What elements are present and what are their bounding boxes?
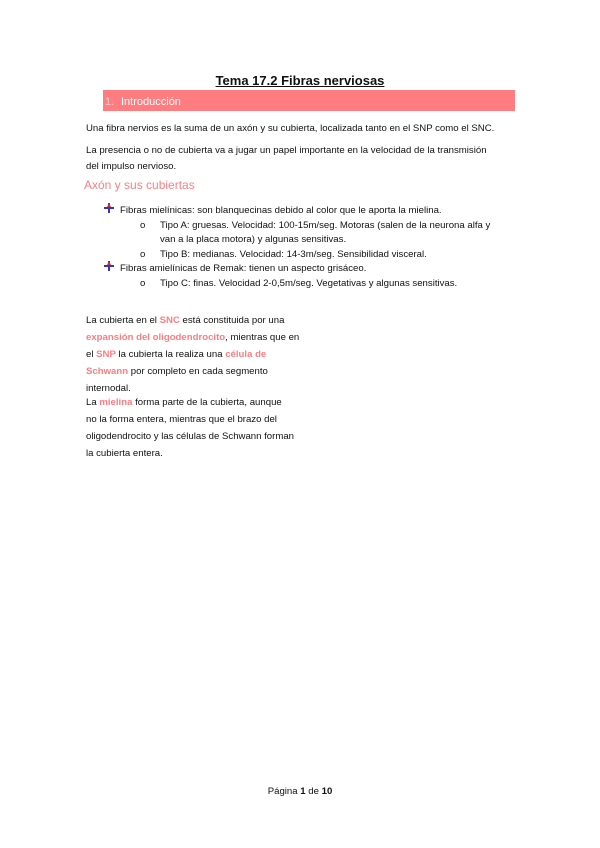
heading-number: 1. — [105, 96, 115, 108]
intro-paragraph-2-line2: del impulso nervioso. — [86, 161, 177, 172]
circle-bullet-icon: o — [140, 220, 146, 231]
bullet-text: Fibras amielínicas de Remak: tienen un aspecto grisáceo. — [120, 263, 367, 274]
bullet-item — [104, 203, 442, 218]
heading-axon: Axón y sus cubiertas — [84, 178, 195, 192]
bullet-item — [104, 261, 366, 276]
sub-item-cont: van a la placa motora) y algunas sensitivas. — [160, 234, 347, 245]
intro-paragraph-2-line1: La presencia o no de cubierta va a jugar un papel importante en la velocidad de la transmisión — [86, 145, 487, 156]
sub-text: Tipo A: gruesas. Velocidad: 100-15m/seg. Motoras (salen de la neurona alfa y — [160, 220, 491, 231]
page-footer: Página 1 de 10 — [267, 786, 333, 797]
sub-text: Tipo C: finas. Velocidad 2-0,5m/seg. Vegetativas y algunas sensitivas. — [160, 278, 458, 289]
sub-item — [140, 276, 457, 291]
intro-paragraph-1: Una fibra nervios es la suma de un axón y su cubierta, localizada tanto en el SNP como el SNC. — [86, 123, 495, 134]
para-mielina: La mielina forma parte de la cubierta, aunque no la forma entera, mientras que el brazo del oligodendrocito y las células de Schwann forman la cubierta entera. — [86, 397, 294, 459]
circle-bullet-icon: o — [140, 278, 146, 289]
heading-introduccion — [103, 90, 515, 111]
arrow-bullet-icon — [104, 261, 114, 276]
arrow-bullet-icon — [104, 203, 114, 218]
para-cubierta: La cubierta en el SNC está constituida por una expansión del oligodendrocito, mientras que en el SNP la cubierta la realiza una célula de Schwann por completo en cada segmento internodal. — [86, 315, 300, 394]
heading-label: Introducción — [121, 96, 181, 108]
page-title: Tema 17.2 Fibras nerviosas — [215, 73, 385, 88]
sub-item — [140, 247, 427, 262]
sub-item — [140, 218, 490, 233]
circle-bullet-icon: o — [140, 249, 146, 260]
bullet-text: Fibras mielínicas: son blanquecinas debido al color que le aporta la mielina. — [120, 205, 442, 216]
sub-text: Tipo B: medianas. Velocidad: 14-3m/seg. Sensibilidad visceral. — [160, 249, 427, 260]
